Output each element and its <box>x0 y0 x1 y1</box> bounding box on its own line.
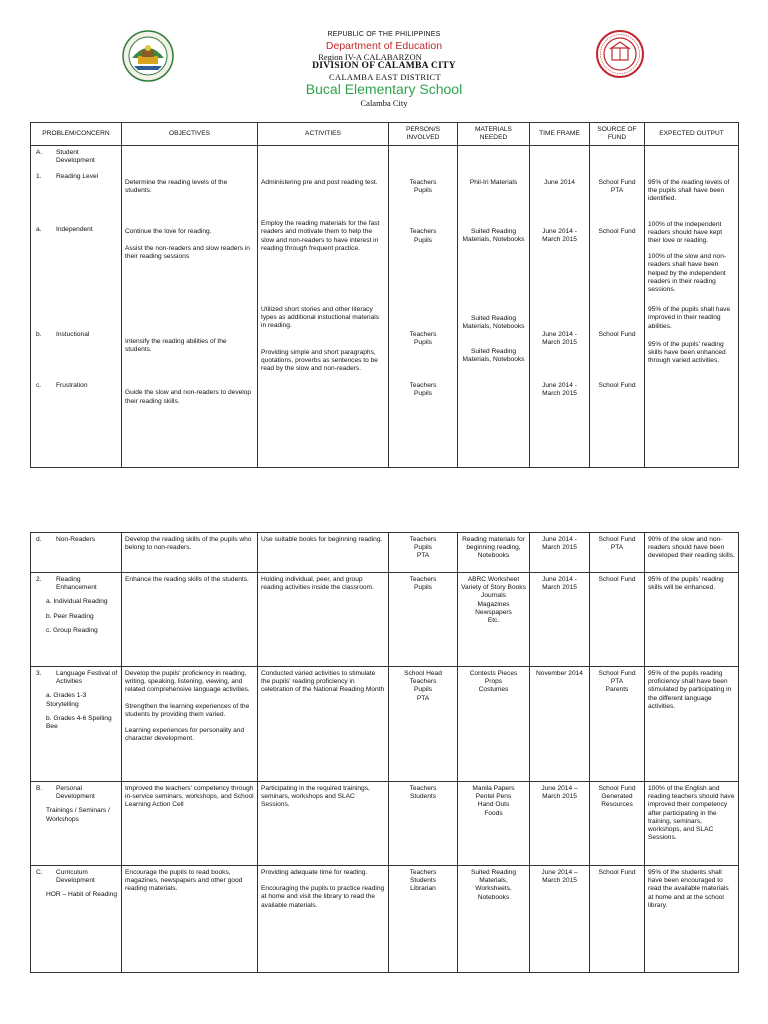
fund-cell <box>590 533 645 573</box>
fund-text: Generated Resources <box>601 793 633 809</box>
problem-cell <box>31 782 122 866</box>
material-text: Foods <box>484 809 503 817</box>
problem-text: Reading Level <box>56 173 99 181</box>
sub-item-text: b. Peer Reading <box>46 612 94 620</box>
activities-cell: Participating in the required trainings, seminars, workshops and SLAC Sessions. <box>258 782 389 866</box>
person-text: Teachers <box>409 576 437 583</box>
fund-text: School Fund <box>598 785 636 792</box>
problem-text: Instuctional <box>56 330 90 338</box>
timeframe-text: June 2014 <box>544 179 575 186</box>
material-text: Costumes <box>478 686 509 694</box>
fund-cell <box>590 782 645 866</box>
action-plan-table-1 <box>30 122 739 468</box>
fund-text: PTA <box>610 544 624 552</box>
output-cell: 95% of the pupils' reading skills will be enhanced. <box>645 573 739 667</box>
fund-cell: School Fund <box>590 866 645 973</box>
fund-cell <box>590 146 645 468</box>
fund-text: School Fund <box>598 330 636 338</box>
table-header-row <box>31 123 739 146</box>
objective-text: Assist the non-readers and slow readers in their reading sessions <box>125 244 250 260</box>
sub-item-text: a. Individual Reading <box>46 598 108 606</box>
output-text: 95% of the reading levels of the pupils shall have been identified. <box>648 179 730 203</box>
materials-cell <box>458 782 530 866</box>
material-text: Contests Pieces <box>469 670 518 677</box>
output-cell: 100% of the English and reading teachers should have improved their competency after participating in the training, seminars, workshops, and SLAC Sessions. <box>645 782 739 866</box>
material-text: Props <box>484 678 503 686</box>
person-text: Students <box>409 793 437 801</box>
timeframe-text: June 2014 - March 2015 <box>542 330 577 346</box>
sub-item-text: HOR – Habit of Reading <box>46 891 118 899</box>
column-header-objectives: OBJECTIVES <box>122 123 258 146</box>
materials-cell: Suited Reading Materials, Worksheets, Notebooks <box>458 866 530 973</box>
person-text: Pupils <box>414 686 432 694</box>
objective-text: Continue the love for reading. <box>125 228 212 236</box>
material-text: Suited Reading Materials, Notebooks <box>462 348 525 364</box>
objectives-cell: Encourage the pupils to read books, magazines, newspapers and other good reading materials. <box>122 866 258 973</box>
persons-cell <box>389 533 458 573</box>
person-text: Teachers <box>409 678 437 686</box>
materials-cell: Reading materials for beginning reading, Notebooks <box>458 533 530 573</box>
district-name: CALAMBA EAST DISTRICT <box>329 72 441 82</box>
timeframe-cell <box>530 146 590 468</box>
problem-cell <box>31 146 122 468</box>
persons-cell <box>389 573 458 667</box>
table-row <box>31 533 739 573</box>
school-name: Bucal Elementary School <box>305 81 463 97</box>
problem-cell <box>31 667 122 782</box>
department-name: Department of Education <box>325 40 443 52</box>
sub-item-text: Trainings / Seminars / Workshops <box>46 807 110 823</box>
timeframe-cell: November 2014 <box>530 667 590 782</box>
fund-text: School Fund <box>598 179 636 186</box>
material-text: Pentel Pens <box>475 793 512 801</box>
output-cell: 95% of the pupils reading proficiency shall have been stimulated by participating in the different language activities. <box>645 667 739 782</box>
activities-cell: Use suitable books for beginning reading. <box>258 533 389 573</box>
person-text: Teachers <box>409 228 437 236</box>
person-text: Pupils <box>414 584 432 592</box>
person-text: Teachers <box>409 382 437 390</box>
problem-text: Language Festival of Activities <box>56 670 118 686</box>
activity-text: Providing adequate time for reading. <box>261 869 368 876</box>
person-text: Pupils <box>414 236 432 244</box>
table-row <box>31 146 739 468</box>
output-text: 95% of the pupils shall have improved in their reading abilities. <box>648 306 731 330</box>
column-header-fund: SOURCE OF FUND <box>590 123 645 146</box>
material-text: Variety of Story Books <box>461 584 526 592</box>
activity-text: Administering pre and post reading test. <box>261 179 378 186</box>
table-row <box>31 866 739 973</box>
fund-text: Parents <box>605 686 629 694</box>
fund-text: School Fund <box>598 381 636 389</box>
problem-text: Non-Readers <box>56 536 96 543</box>
persons-cell <box>389 782 458 866</box>
material-text: Magazines <box>477 600 510 608</box>
material-text: ABRC Worksheet <box>467 576 520 583</box>
output-cell <box>645 146 739 468</box>
objective-text: Determine the reading levels of the students. <box>125 179 228 195</box>
division-name: DIVISION OF CALAMBA CITY <box>312 61 456 71</box>
fund-text: PTA <box>610 678 624 686</box>
sub-item-text: c. Group Reading <box>46 626 98 634</box>
problem-number: 2. <box>36 576 42 583</box>
persons-cell <box>389 866 458 973</box>
objectives-cell: Enhance the reading skills of the students. <box>122 573 258 667</box>
timeframe-text: June 2014 - March 2015 <box>542 382 577 398</box>
material-text: Phil-Iri Materials <box>469 179 518 186</box>
material-text: Manila Papers <box>472 785 515 792</box>
person-text: Librarian <box>410 885 436 893</box>
person-text: Pupils <box>414 187 432 195</box>
person-text: Teachers <box>409 179 437 186</box>
timeframe-cell: June 2014 - March 2015 <box>530 573 590 667</box>
person-text: PTA <box>416 694 430 702</box>
problem-number: C. <box>36 869 43 876</box>
activities-cell: Holding individual, peer, and group reading activities inside the classroom. <box>258 573 389 667</box>
republic-text: REPUBLIC OF THE PHILIPPINES <box>327 31 441 38</box>
table-row <box>31 573 739 667</box>
objective-text: Learning experiences for personality and character development. <box>125 727 245 743</box>
column-header-output: EXPECTED OUTPUT <box>645 123 739 146</box>
fund-text: School Fund <box>598 228 636 236</box>
material-text: Newspapers <box>475 608 512 616</box>
problem-text: Reading Enhancement <box>56 576 97 592</box>
activity-text: Providing simple and short paragraphs, quotations, proverbs as sentences to be read by the slow and non-readers. <box>261 348 378 373</box>
objectives-cell <box>122 667 258 782</box>
column-header-materials: MATERIALS NEEDED <box>458 123 530 146</box>
persons-cell <box>389 146 458 468</box>
timeframe-cell: June 2014 - March 2015 <box>530 533 590 573</box>
objective-text: Guide the slow and non-readers to develop their reading skills. <box>125 389 252 405</box>
material-text: Journals <box>481 592 506 600</box>
problem-cell <box>31 533 122 573</box>
objective-text: Intensify the reading abilities of the students. <box>125 338 227 354</box>
column-header-problem: PROBLEM/CONCERN <box>31 123 122 146</box>
sub-item-text: a. Grades 1-3 Storytelling <box>46 692 87 708</box>
objective-text: Strengthen the learning experiences of the students by providing them varied. <box>125 702 250 718</box>
problem-text: Frustration <box>56 382 88 390</box>
materials-cell <box>458 667 530 782</box>
output-cell: 95% of the students shall have been encouraged to read the available materials at home and at the school library. <box>645 866 739 973</box>
activities-cell <box>258 866 389 973</box>
table-row <box>31 782 739 866</box>
output-text: 100% of the slow and non-readers shall have been helped by the independent readers in their reading sessions. <box>648 253 727 294</box>
problem-number: b. <box>36 330 42 338</box>
objective-text: Develop the pupils' proficiency in reading, writing, speaking, listening, viewing, and related comprehensive language activities. <box>125 670 250 694</box>
activities-cell <box>258 146 389 468</box>
fund-text: School Fund <box>598 670 636 677</box>
material-text: Suited Reading Materials, Notebooks <box>462 228 525 244</box>
output-text: 100% of the independent readers should have kept their love or reading. <box>648 220 723 245</box>
person-text: Teachers <box>409 330 437 338</box>
activity-text: Employ the reading materials for the fast readers and motivate them to help the slow and non-readers to have interest in reading through frequent practice. <box>261 220 380 252</box>
problem-number: c. <box>36 382 42 390</box>
timeframe-cell: June 2014 – March 2015 <box>530 782 590 866</box>
output-cell: 90% of the slow and non-readers should have been developed their reading skills. <box>645 533 739 573</box>
persons-cell <box>389 667 458 782</box>
timeframe-cell: June 2014 – March 2015 <box>530 866 590 973</box>
objectives-cell <box>122 146 258 468</box>
table-row <box>31 667 739 782</box>
problem-number: B. <box>36 785 43 792</box>
problem-cell <box>31 866 122 973</box>
sub-item-text: b. Grades 4-6 Spelling Bee <box>46 714 112 731</box>
material-text: Hand Outs <box>477 801 510 809</box>
material-text: Etc. <box>487 617 500 625</box>
objectives-cell: Improved the teachers' competency through in-service seminars, workshops, and School Learning Action Cell <box>122 782 258 866</box>
problem-text: Curriculum Development <box>56 869 95 885</box>
output-text: 95% of the pupils' reading skills have been enhanced through varied activities. <box>648 340 726 365</box>
person-text: School Head <box>404 670 442 677</box>
person-text: Teachers <box>409 869 437 876</box>
person-text: Teachers <box>409 536 437 543</box>
fund-cell <box>590 667 645 782</box>
fund-text: School Fund <box>598 536 636 543</box>
problem-number: 1. <box>36 173 42 181</box>
action-plan-table-2 <box>30 532 739 973</box>
problem-text: Student Development <box>56 149 95 165</box>
materials-cell <box>458 573 530 667</box>
person-text: Students <box>409 877 437 885</box>
person-text: Teachers <box>409 785 437 792</box>
problem-number: A. <box>36 149 43 156</box>
timeframe-text: June 2014 - March 2015 <box>542 228 577 244</box>
activities-cell: Conducted varied activities to stimulate the pupils' reading proficiency in celebration of the National Reading Month <box>258 667 389 782</box>
problem-text: Independent <box>56 225 93 233</box>
person-text: PTA <box>416 552 430 560</box>
person-text: Pupils <box>414 390 432 398</box>
person-text: Pupils <box>414 544 432 552</box>
person-text: Pupils <box>414 339 432 347</box>
objectives-cell: Develop the reading skills of the pupils who belong to non-readers. <box>122 533 258 573</box>
materials-cell <box>458 146 530 468</box>
activity-text: Encouraging the pupils to practice reading at home and visit the library to read the available materials. <box>261 885 385 909</box>
material-text: Suited Reading Materials, Notebooks <box>462 314 525 330</box>
region-name: Region IV-A CALABARZON <box>318 52 422 62</box>
problem-number: 3. <box>36 670 42 677</box>
activity-text: Utilized short stories and other literacy types as additional instuctional materials in reading. <box>261 306 380 330</box>
column-header-timeframe: TIME FRAME <box>530 123 590 146</box>
fund-cell: School Fund <box>590 573 645 667</box>
problem-text: Personal Development <box>56 785 95 801</box>
column-header-activities: ACTIVITIES <box>258 123 389 146</box>
problem-number: a. <box>36 225 42 233</box>
fund-text: PTA <box>610 187 624 195</box>
column-header-persons: PERSON/S INVOLVED <box>389 123 458 146</box>
problem-cell <box>31 573 122 667</box>
city-name: Calamba City <box>360 98 408 108</box>
problem-number: d. <box>36 536 42 543</box>
